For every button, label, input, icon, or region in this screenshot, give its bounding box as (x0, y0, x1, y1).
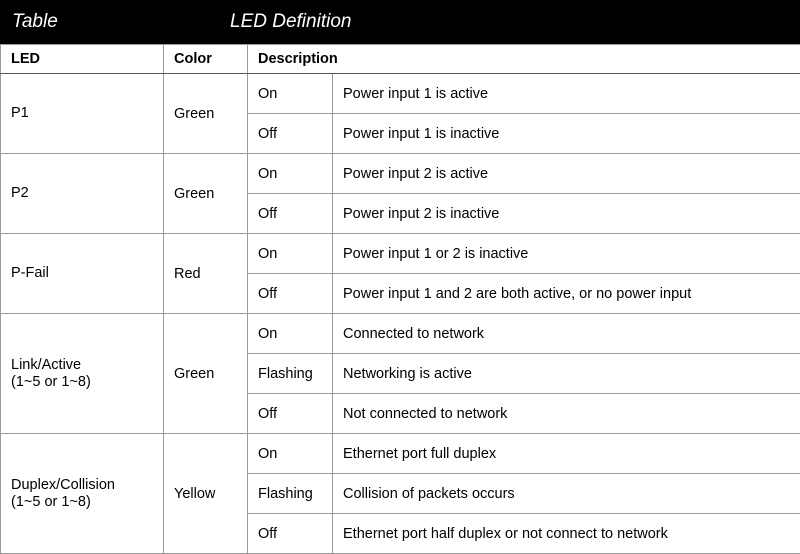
table-row (1, 74, 800, 114)
led-color-cell: Yellow (164, 434, 248, 554)
table-row (1, 234, 800, 274)
led-name-line: Link/Active (11, 356, 82, 373)
led-description-cell: Power input 1 and 2 are both active, or no power input (333, 274, 800, 314)
led-name-line: (1~5 or 1~8) (11, 373, 91, 390)
table-body (1, 74, 800, 554)
led-state-cell: On (248, 154, 333, 194)
led-description-cell: Not connected to network (333, 394, 800, 434)
led-state-cell: On (248, 74, 333, 114)
led-description-cell: Ethernet port full duplex (333, 434, 800, 474)
led-name-cell (1, 314, 164, 434)
led-name-cell (1, 234, 164, 314)
table-row (1, 314, 800, 354)
led-description-cell: Collision of packets occurs (333, 474, 800, 514)
led-state-cell: Off (248, 274, 333, 314)
led-description-cell: Power input 2 is inactive (333, 194, 800, 234)
header-color: Color (164, 45, 248, 74)
led-state-cell: Flashing (248, 354, 333, 394)
led-state-cell: On (248, 234, 333, 274)
led-color-cell: Green (164, 154, 248, 234)
header-row (1, 45, 800, 74)
led-state-cell: Off (248, 394, 333, 434)
led-description-cell: Power input 2 is active (333, 154, 800, 194)
led-description-cell: Power input 1 or 2 is inactive (333, 234, 800, 274)
led-name-line: P-Fail (11, 265, 49, 281)
led-description-cell: Ethernet port half duplex or not connect to network (333, 514, 800, 554)
led-color-cell: Green (164, 314, 248, 434)
led-state-cell: On (248, 314, 333, 354)
table-row (1, 434, 800, 474)
led-name-cell (1, 434, 164, 554)
led-state-cell: Off (248, 514, 333, 554)
led-name-line: Duplex/Collision (11, 476, 115, 493)
header-description: Description (248, 45, 800, 74)
table-title: LED Definition (230, 11, 352, 32)
led-name-cell (1, 154, 164, 234)
led-state-cell: On (248, 434, 333, 474)
led-state-cell: Flashing (248, 474, 333, 514)
header-led: LED (1, 45, 164, 74)
led-name-line: (1~5 or 1~8) (11, 493, 91, 510)
led-name-line: P2 (11, 185, 29, 201)
led-state-cell: Off (248, 114, 333, 154)
table-row (1, 154, 800, 194)
led-state-cell: Off (248, 194, 333, 234)
table-caption-label: Table (12, 11, 58, 32)
led-description-cell: Networking is active (333, 354, 800, 394)
led-description-cell: Connected to network (333, 314, 800, 354)
led-description-cell: Power input 1 is active (333, 74, 800, 114)
led-definition-table (0, 44, 800, 554)
led-color-cell: Red (164, 234, 248, 314)
table-title-bar (0, 0, 800, 44)
led-name-cell (1, 74, 164, 154)
led-color-cell: Green (164, 74, 248, 154)
led-description-cell: Power input 1 is inactive (333, 114, 800, 154)
led-name-line: P1 (11, 105, 29, 121)
